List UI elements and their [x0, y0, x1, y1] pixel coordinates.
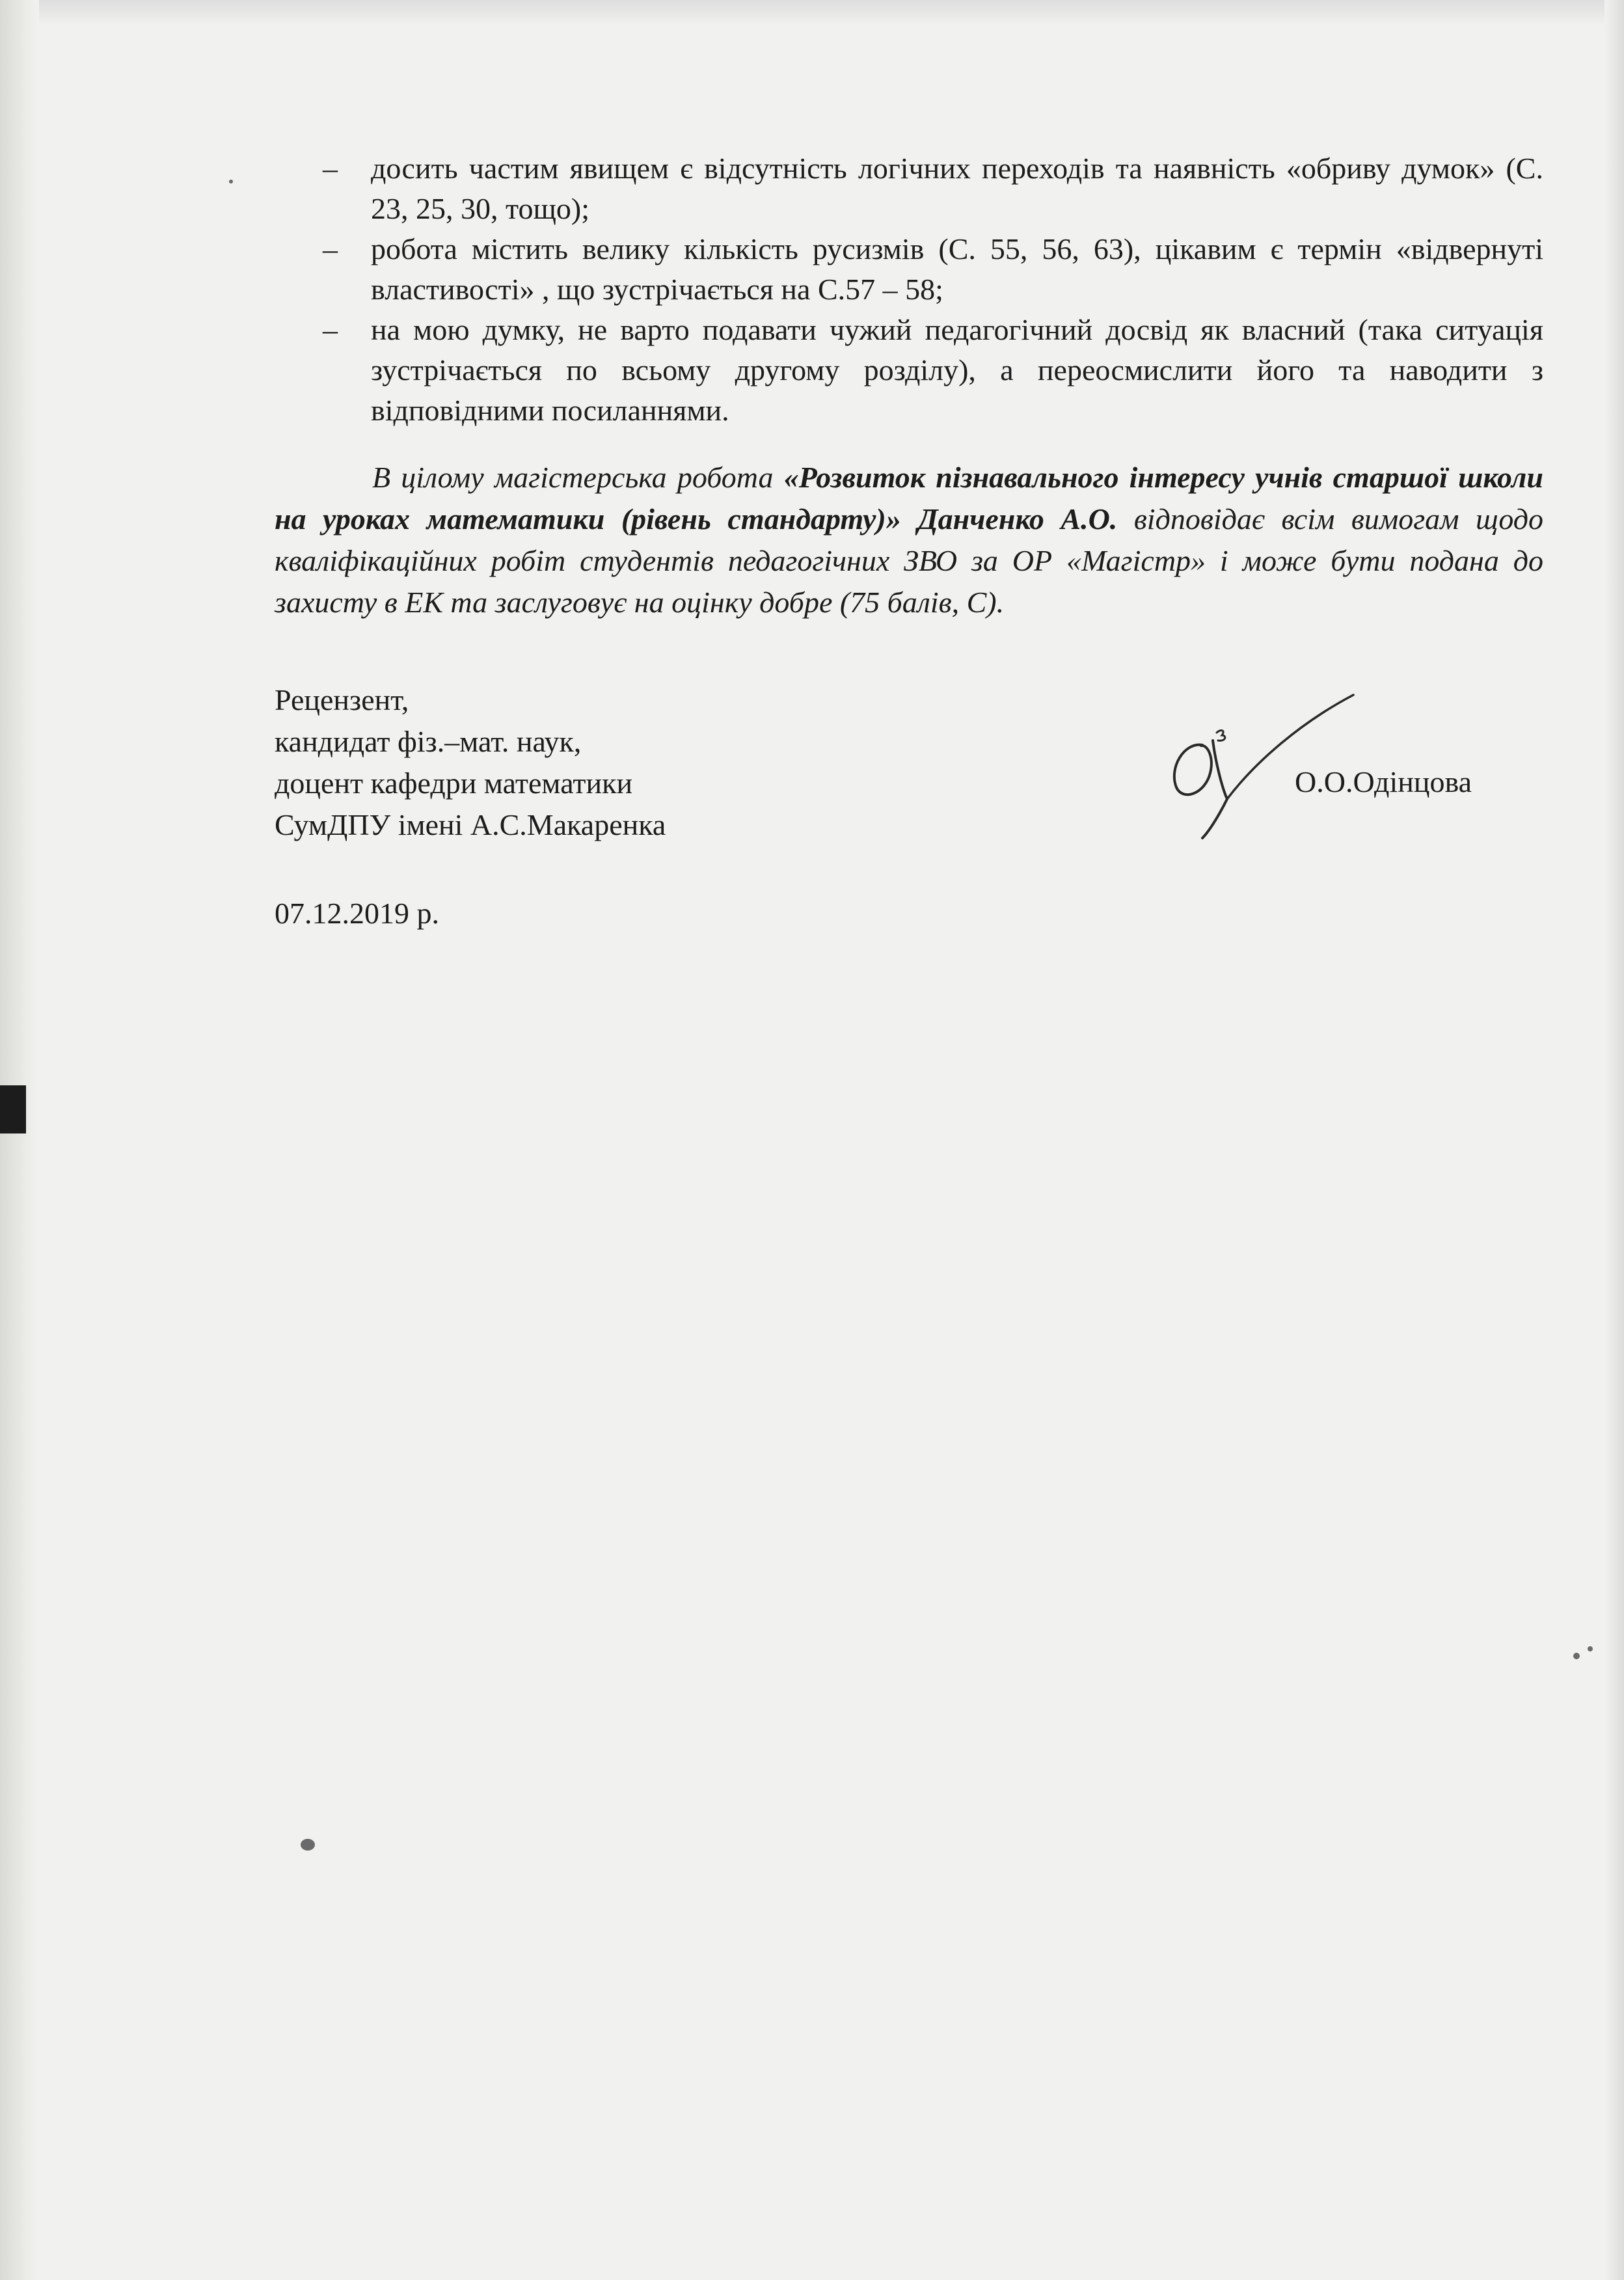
document-date: 07.12.2019 р.: [275, 897, 439, 930]
reviewer-block: [275, 679, 666, 846]
remark-item: [318, 310, 1543, 431]
bullet-dash: –: [323, 313, 338, 346]
reviewer-degree: кандидат фіз.–мат. наук,: [275, 725, 582, 758]
bullet-dash: –: [323, 152, 338, 185]
scan-top-shadow: [0, 0, 1624, 26]
scan-speck: [1588, 1646, 1593, 1651]
conclusion-rest: відповідає всім вимогам щодо кваліфікаційних робіт студентів педагогічних ЗВО за ОР «Магістр» і може бути подана до захисту в ЕК та заслуговує на оцінку добре (75 балів, С).: [275, 502, 1543, 619]
reviewer-institution: СумДПУ імені А.С.Макаренка: [275, 808, 666, 841]
remark-text: на мою думку, не варто подавати чужий педагогічний досвід як власний (така ситуація зустрічається по всьому другому розділу), а переосмислити його та наводити з відповідними посиланнями.: [371, 313, 1543, 427]
remarks-list: [318, 148, 1543, 431]
reviewer-label: Рецензент,: [275, 683, 409, 716]
scan-right-edge: [1604, 0, 1624, 2280]
signer-name: О.О.Одінцова: [1295, 765, 1472, 798]
remark-text: досить частим явищем є відсутність логічних переходів та наявність «обриву думок» (С. 23, 25, 30, тощо);: [371, 152, 1543, 225]
remark-item: [318, 229, 1543, 310]
scan-speck: [301, 1839, 315, 1851]
scan-speck: [1573, 1653, 1580, 1659]
binder-mark: [0, 1085, 26, 1133]
conclusion-paragraph: [275, 457, 1543, 623]
reviewer-position: доцент кафедри математики: [275, 767, 633, 800]
remark-text: робота містить велику кількість русизмів (С. 55, 56, 63), цікавим є термін «відвернуті властивості» , що зустрічається на С.57 – 58;: [371, 232, 1543, 306]
scan-speck: [229, 180, 233, 183]
bullet-dash: –: [323, 232, 338, 265]
thesis-title: «Розвиток пізнавального інтересу учнів старшої школи на уроках математики (рівень стандарту)» Данченко А.О.: [275, 461, 1543, 536]
conclusion-intro: В цілому магістерська робота: [372, 461, 784, 494]
remark-item: [318, 148, 1543, 229]
scan-left-edge: [0, 0, 39, 2280]
